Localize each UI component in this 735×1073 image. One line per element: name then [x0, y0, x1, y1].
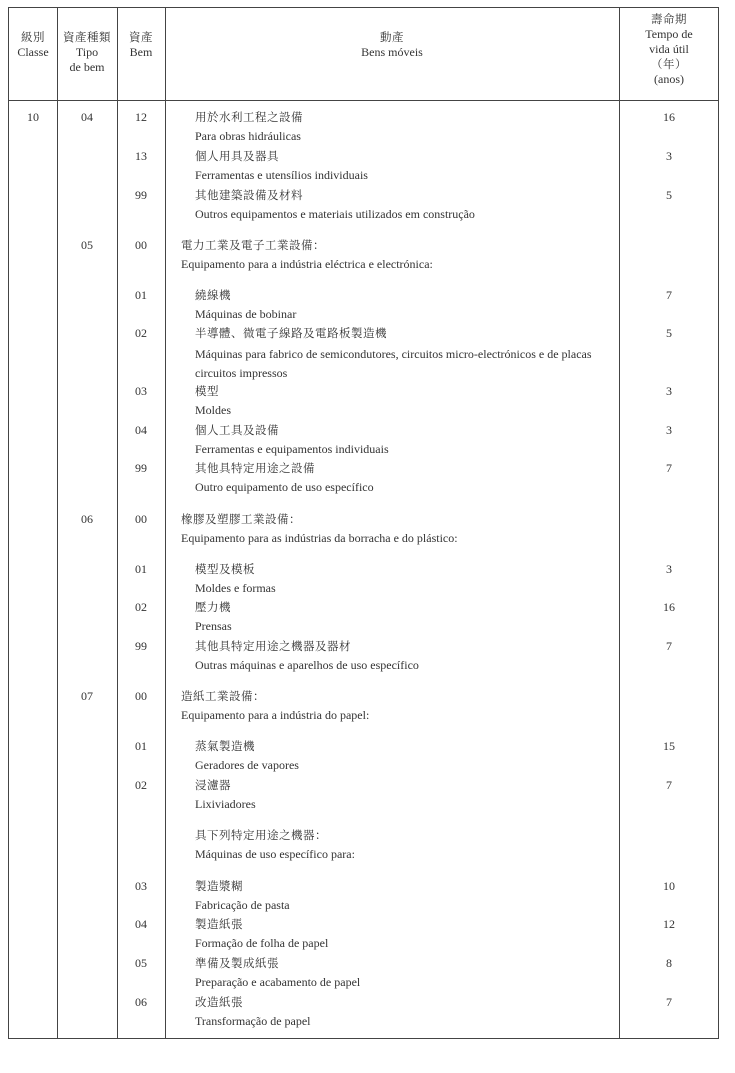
- table-row: [195, 778, 256, 812]
- item-pt: Moldes e formas: [195, 581, 276, 595]
- header-tipo: [57, 30, 117, 75]
- item-pt: Equipamento para a indústria do papel:: [181, 708, 370, 722]
- cell-bem: 02: [135, 778, 147, 792]
- table-row: [195, 149, 368, 183]
- table-row: [195, 639, 419, 673]
- cell-vida: 7: [666, 995, 672, 1009]
- section-heading: [181, 512, 458, 546]
- table-row: [195, 461, 374, 495]
- cell-bem: 06: [135, 995, 147, 1009]
- cell-bem: 12: [135, 110, 147, 124]
- header-tempo-pt-1: Tempo de: [645, 27, 693, 41]
- cell-bem: 04: [135, 917, 147, 931]
- table-row: [195, 423, 389, 457]
- table-row: [195, 956, 360, 990]
- item-zh: 模型及模板: [195, 562, 255, 576]
- table-row: [195, 739, 299, 773]
- cell-bem: 01: [135, 562, 147, 576]
- cell-vida: 12: [663, 917, 675, 931]
- cell-bem: 13: [135, 149, 147, 163]
- cell-bem: 99: [135, 639, 147, 653]
- item-pt: Para obras hidráulicas: [195, 129, 301, 143]
- section-heading: [181, 238, 433, 272]
- item-zh: 準備及製成紙張: [195, 956, 279, 970]
- header-classe-pt: Classe: [17, 45, 49, 59]
- header-bens: [165, 30, 619, 60]
- header-anos-pt: (anos): [654, 72, 684, 86]
- header-classe-zh: 級別: [21, 30, 45, 44]
- header-tempo-zh: 壽命期: [651, 12, 687, 26]
- cell-bem: 03: [135, 879, 147, 893]
- cell-vida: 3: [666, 384, 672, 398]
- item-zh: 個人用具及器具: [195, 149, 279, 163]
- item-pt: Geradores de vapores: [195, 758, 299, 772]
- cell-vida: 16: [663, 600, 675, 614]
- item-zh: 其他具特定用途之設備: [195, 461, 315, 475]
- item-pt: Outras máquinas e aparelhos de uso específico: [195, 658, 419, 672]
- item-zh: 其他具特定用途之機器及器材: [195, 639, 351, 653]
- cell-vida: 5: [666, 326, 672, 340]
- cell-vida: 7: [666, 288, 672, 302]
- item-pt: Ferramentas e utensílios individuais: [195, 168, 368, 182]
- cell-vida: 3: [666, 562, 672, 576]
- cell-vida: 3: [666, 149, 672, 163]
- cell-vida: 7: [666, 461, 672, 475]
- item-pt: Máquinas para fabrico de semicondutores, circuitos micro-electrónicos e de placas circuitos impressos: [195, 347, 592, 380]
- item-pt: Lixiviadores: [195, 797, 256, 811]
- item-zh: 造紙工業設備：: [181, 689, 265, 703]
- item-zh: 蒸氣製造機: [195, 739, 255, 753]
- cell-bem: 00: [135, 512, 147, 526]
- item-pt: Transformação de papel: [195, 1014, 311, 1028]
- item-pt: Fabricação de pasta: [195, 898, 290, 912]
- table-row: [195, 879, 290, 913]
- item-zh: 浸濾器: [195, 778, 231, 792]
- header-divider: [9, 100, 718, 101]
- header-tipo-pt-2: de bem: [69, 60, 105, 74]
- table-row: [195, 600, 232, 634]
- item-zh: 電力工業及電子工業設備：: [181, 238, 325, 252]
- cell-bem: 05: [135, 956, 147, 970]
- item-pt: Máquinas de bobinar: [195, 307, 297, 321]
- header-bem-pt: Bem: [129, 45, 153, 59]
- item-zh: 壓力機: [195, 600, 231, 614]
- table-row: [195, 995, 311, 1029]
- sub-heading: [195, 828, 355, 862]
- item-pt: Preparação e acabamento de papel: [195, 975, 361, 989]
- item-pt: Outros equipamentos e materiais utilizados em construção: [195, 207, 475, 221]
- cell-tipo: 06: [81, 512, 93, 526]
- item-zh: 製造紙張: [195, 917, 243, 931]
- item-pt: Outro equipamento de uso específico: [195, 480, 374, 494]
- item-zh: 個人工具及設備: [195, 423, 279, 437]
- cell-tipo: 04: [81, 110, 93, 124]
- section-heading: [181, 689, 369, 723]
- item-zh: 具下列特定用途之機器：: [195, 828, 327, 842]
- cell-tipo: 07: [81, 689, 93, 703]
- item-pt: Equipamento para a indústria eléctrica e electrónica:: [181, 257, 433, 271]
- table-row: [195, 326, 635, 383]
- cell-bem: 02: [135, 600, 147, 614]
- cell-vida: 3: [666, 423, 672, 437]
- cell-bem: 00: [135, 238, 147, 252]
- item-zh: 製造漿糊: [195, 879, 243, 893]
- item-pt: Equipamento para as indústrias da borracha e do plástico:: [181, 531, 458, 545]
- item-pt: Prensas: [195, 619, 232, 633]
- table-row: [195, 288, 296, 322]
- item-zh: 用於水利工程之設備: [195, 110, 303, 124]
- cell-bem: 03: [135, 384, 147, 398]
- header-bens-pt: Bens móveis: [361, 45, 423, 59]
- header-tipo-zh: 資產種類: [63, 30, 111, 44]
- cell-vida: 5: [666, 188, 672, 202]
- cell-bem: 99: [135, 461, 147, 475]
- item-zh: 其他建築設備及材料: [195, 188, 303, 202]
- cell-bem: 01: [135, 739, 147, 753]
- item-zh: 橡膠及塑膠工業設備：: [181, 512, 301, 526]
- item-zh: 模型: [195, 384, 219, 398]
- cell-bem: 04: [135, 423, 147, 437]
- item-zh: 半導體、微電子線路及電路板製造機: [195, 326, 387, 340]
- cell-vida: 8: [666, 956, 672, 970]
- header-bem-zh: 資產: [129, 30, 153, 44]
- table-row: [195, 188, 475, 222]
- header-bem: [117, 30, 165, 60]
- table-row: [195, 384, 231, 418]
- table-row: [195, 110, 303, 144]
- header-classe: [9, 30, 57, 60]
- header-anos-zh: （年）: [651, 57, 687, 71]
- item-zh: 繞線機: [195, 288, 231, 302]
- table-row: [195, 562, 276, 596]
- cell-classe: 10: [27, 110, 39, 124]
- header-bens-zh: 動產: [380, 30, 404, 44]
- item-pt: Máquinas de uso específico para:: [195, 847, 355, 861]
- header-tipo-pt-1: Tipo: [75, 45, 99, 59]
- asset-life-table: [8, 7, 719, 1039]
- header-tempo-pt-2: vida útil: [649, 42, 689, 56]
- item-zh: 改造紙張: [195, 995, 243, 1009]
- header-tempo: [619, 12, 719, 87]
- cell-vida: 7: [666, 639, 672, 653]
- item-pt: Ferramentas e equipamentos individuais: [195, 442, 389, 456]
- cell-vida: 16: [663, 110, 675, 124]
- cell-vida: 15: [663, 739, 675, 753]
- column-divider: [165, 8, 166, 1038]
- cell-bem: 99: [135, 188, 147, 202]
- item-pt: Moldes: [195, 403, 231, 417]
- item-pt: Formação de folha de papel: [195, 936, 329, 950]
- cell-vida: 7: [666, 778, 672, 792]
- cell-bem: 01: [135, 288, 147, 302]
- cell-tipo: 05: [81, 238, 93, 252]
- cell-vida: 10: [663, 879, 675, 893]
- table-row: [195, 917, 328, 951]
- cell-bem: 02: [135, 326, 147, 340]
- cell-bem: 00: [135, 689, 147, 703]
